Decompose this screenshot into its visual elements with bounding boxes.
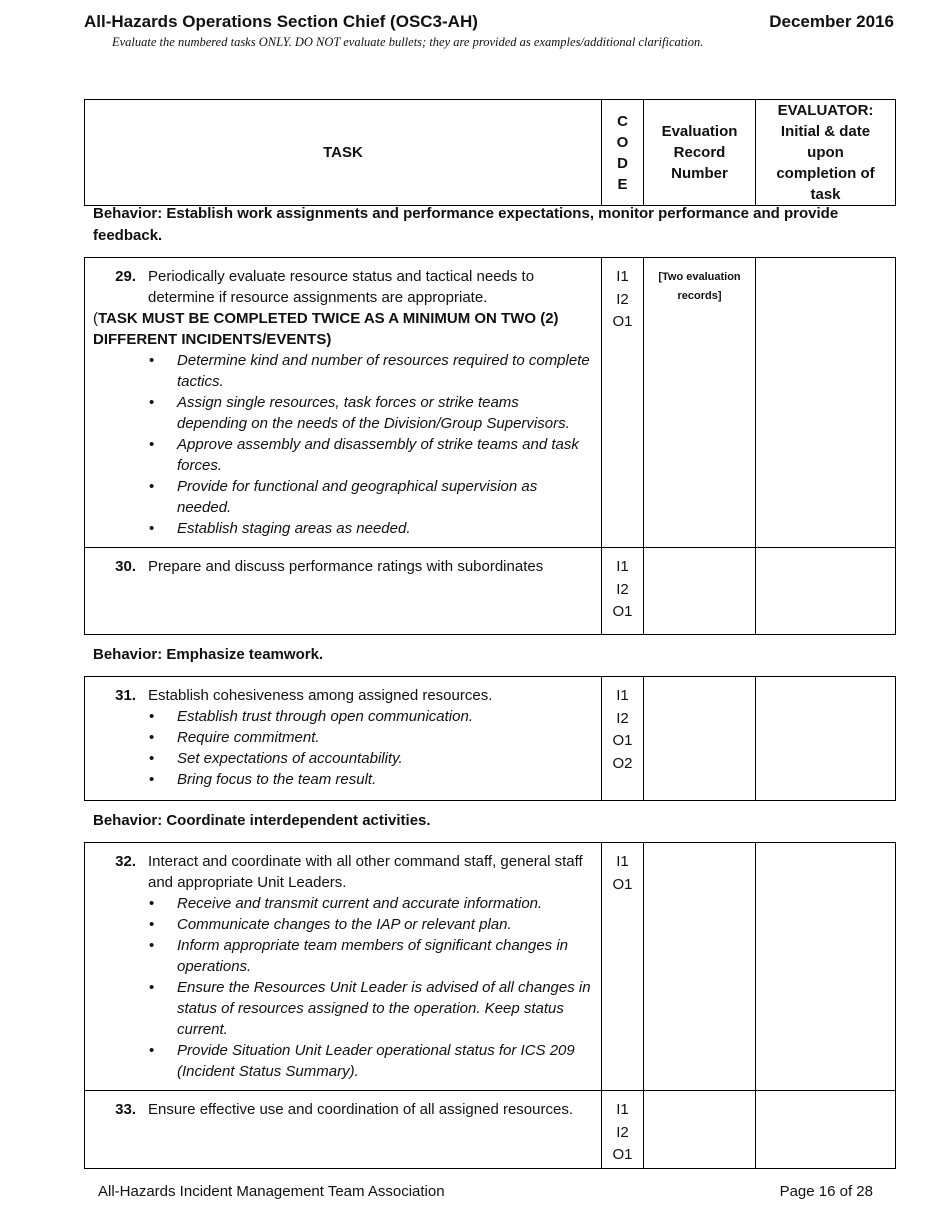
code-cell: I1 I2 O1 [602, 258, 644, 548]
task-row-33 [85, 1091, 896, 1169]
record-number-cell: [Two evaluation records] [644, 258, 756, 548]
record-column-header: Evaluation Record Number [644, 100, 756, 206]
document-date: December 2016 [769, 12, 894, 31]
task-number: 30. [115, 558, 136, 575]
task-cell [85, 258, 602, 548]
list-item: • Set expectations of accountability. [177, 748, 593, 769]
list-item: • Determine kind and number of resources required to complete tactics. [177, 350, 593, 392]
code-column-header: C O D E [602, 100, 644, 206]
task-cell [85, 1091, 602, 1169]
task-number: 29. [115, 268, 136, 285]
task-table-section [84, 842, 896, 1169]
evaluator-cell[interactable] [756, 677, 896, 801]
evaluator-cell[interactable] [756, 843, 896, 1091]
list-item: • Ensure the Resources Unit Leader is advised of all changes in status of resources assigned to the operation. Keep status current. [177, 977, 593, 1040]
document-title: All-Hazards Operations Section Chief (OSC3-AH) [84, 12, 478, 31]
task-number: 33. [115, 1101, 136, 1118]
record-number-cell[interactable] [644, 1091, 756, 1169]
task-cell [85, 843, 602, 1091]
list-item: • Assign single resources, task forces or strike teams depending on the needs of the Division/Group Supervisors. [177, 392, 593, 434]
task-row-32 [85, 843, 896, 1091]
evaluation-instructions: Evaluate the numbered tasks ONLY. DO NOT evaluate bullets; they are provided as examples/additional clarification. [112, 35, 704, 49]
task-table-header [84, 99, 896, 206]
task-requirement: TASK MUST BE COMPLETED TWICE AS A MINIMUM ON TWO (2) DIFFERENT INCIDENTS/EVENTS) [93, 310, 559, 348]
task-text: Prepare and discuss performance ratings with subordinates [148, 558, 544, 575]
record-number-cell[interactable] [644, 677, 756, 801]
list-item: • Bring focus to the team result. [177, 769, 593, 790]
page-number: Page 16 of 28 [779, 1183, 873, 1200]
list-item: • Approve assembly and disassembly of strike teams and task forces. [177, 434, 593, 476]
list-item: • Provide for functional and geographical supervision as needed. [177, 476, 593, 518]
task-row-30 [85, 548, 896, 635]
list-item: • Establish staging areas as needed. [177, 518, 593, 539]
task-text: Interact and coordinate with all other command staff, general staff and appropriate Unit Leaders. [148, 853, 583, 891]
task-table-section [84, 676, 896, 801]
bullet-list [93, 893, 593, 1082]
code-cell: I1 I2 O1 [602, 548, 644, 635]
list-item: • Establish trust through open communication. [177, 706, 593, 727]
task-text: Establish cohesiveness among assigned resources. [148, 687, 493, 704]
record-number-cell[interactable] [644, 843, 756, 1091]
behavior-heading: Behavior: Establish work assignments and performance expectations, monitor performance and provide feedback. [93, 205, 839, 244]
list-item: • Inform appropriate team members of significant changes in operations. [177, 935, 593, 977]
list-item: • Provide Situation Unit Leader operational status for ICS 209 (Incident Status Summary). [177, 1040, 593, 1082]
requirement-open: ( [93, 310, 98, 327]
list-item: • Communicate changes to the IAP or relevant plan. [177, 914, 593, 935]
task-number: 32. [115, 853, 136, 870]
record-number-cell[interactable] [644, 548, 756, 635]
evaluator-cell[interactable] [756, 1091, 896, 1169]
task-row-31 [85, 677, 896, 801]
task-text: Ensure effective use and coordination of all assigned resources. [148, 1101, 573, 1118]
code-cell: I1 I2 O1 O2 [602, 677, 644, 801]
task-row-29 [85, 258, 896, 548]
code-cell: I1 I2 O1 [602, 1091, 644, 1169]
evaluator-column-header: EVALUATOR: Initial & date upon completion of task [756, 100, 896, 206]
evaluator-cell[interactable] [756, 548, 896, 635]
bullet-list [93, 706, 593, 790]
list-item: • Receive and transmit current and accurate information. [177, 893, 593, 914]
task-cell [85, 548, 602, 635]
bullet-list [93, 350, 593, 539]
behavior-heading: Behavior: Emphasize teamwork. [93, 646, 324, 663]
task-text: Periodically evaluate resource status and tactical needs to determine if resource assignments are appropriate. [148, 268, 535, 306]
code-cell: I1 O1 [602, 843, 644, 1091]
task-cell [85, 677, 602, 801]
task-number: 31. [115, 687, 136, 704]
task-table-section [84, 257, 896, 635]
evaluator-cell[interactable] [756, 258, 896, 548]
task-column-header: TASK [85, 100, 602, 206]
footer-organization: All-Hazards Incident Management Team Association [98, 1183, 445, 1200]
list-item: • Require commitment. [177, 727, 593, 748]
behavior-heading: Behavior: Coordinate interdependent activities. [93, 812, 431, 829]
